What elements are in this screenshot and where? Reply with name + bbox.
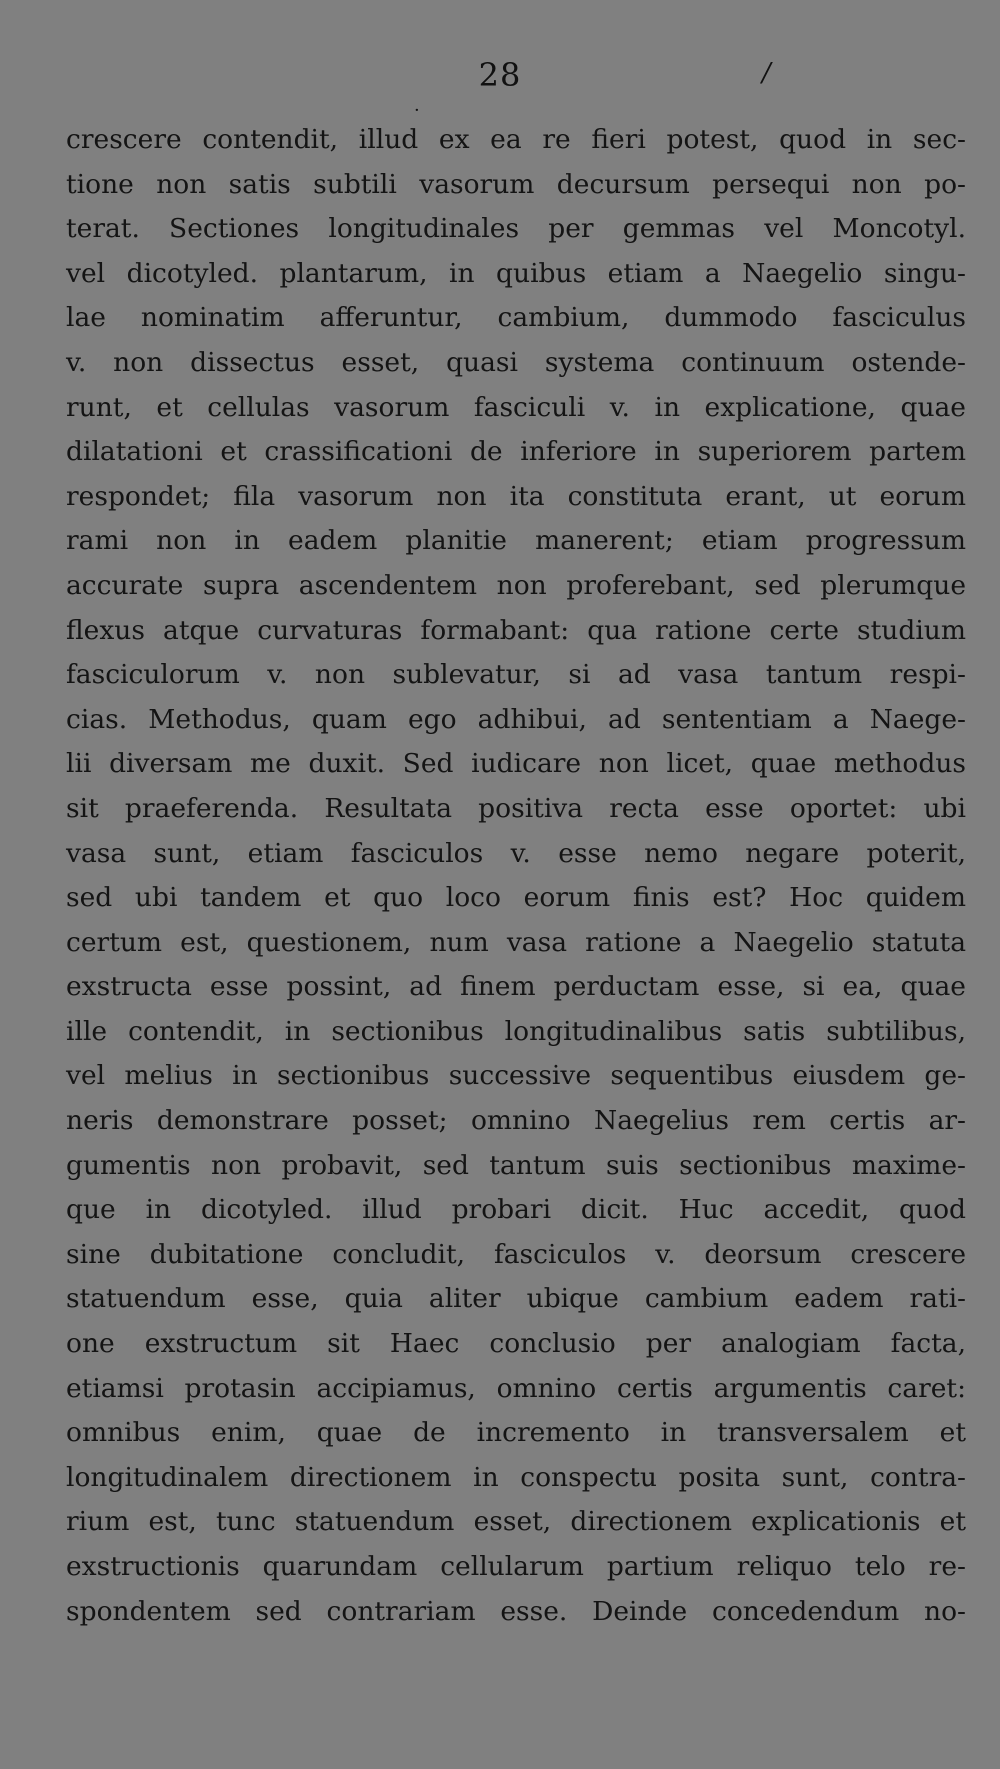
text-line: lae nominatim afferuntur, cambium, dummodo fasciculus [66, 302, 966, 334]
text-line: crescere contendit, illud ex ea re fieri potest, quod in sec- [66, 124, 966, 155]
page-number: 28 [478, 56, 522, 94]
text-line: spondentem sed contrariam esse. Deinde concedendum no- [66, 1595, 966, 1627]
text-line: lii diversam me duxit. Sed iudicare non licet, quae methodus [66, 748, 966, 780]
text-line: fasciculorum v. non sublevatur, si ad vasa tantum respi- [66, 659, 966, 691]
text-line: tione non satis subtili vasorum decursum persequi non po- [66, 168, 966, 200]
text-line: vel dicotyled. plantarum, in quibus etiam a Naegelio singu- [66, 257, 966, 289]
text-line: statuendum esse, quia aliter ubique cambium eadem rati- [66, 1283, 966, 1315]
margin-mark: / [762, 58, 771, 88]
text-line: ille contendit, in sectionibus longitudinalibus satis subtilibus, [66, 1015, 966, 1047]
text-line: cias. Methodus, quam ego adhibui, ad sententiam a Naege- [66, 703, 966, 735]
text-line: exstructionis quarundam cellularum partium reliquo telo re- [66, 1551, 966, 1582]
text-line: omnibus enim, quae de incremento in transversalem et [66, 1417, 966, 1449]
text-line: vasa sunt, etiam fasciculos v. esse nemo negare poterit, [66, 837, 966, 869]
text-line: vel melius in sectionibus successive sequentibus eiusdem ge- [66, 1060, 966, 1092]
text-line: flexus atque curvaturas formabant: qua ratione certe studium [66, 614, 966, 646]
text-line: que in dicotyled. illud probari dicit. Huc accedit, quod [66, 1194, 966, 1226]
text-line: dilatationi et crassificationi de inferiore in superiorem partem [66, 436, 966, 468]
text-line: sed ubi tandem et quo loco eorum finis est? Hoc quidem [66, 882, 966, 914]
text-line: rium est, tunc statuendum esset, directionem explicationis et [66, 1506, 966, 1538]
ink-dot: · [414, 100, 420, 121]
text-line: gumentis non probavit, sed tantum suis sectionibus maxime- [66, 1149, 966, 1181]
text-line: neris demonstrare posset; omnino Naegelius rem certis ar- [66, 1105, 966, 1137]
text-line: respondet; fila vasorum non ita constituta erant, ut eorum [66, 480, 966, 512]
text-line: sit praeferenda. Resultata positiva recta esse oportet: ubi [66, 792, 966, 824]
body-text [66, 118, 966, 1634]
text-line: v. non dissectus esset, quasi systema continuum ostende- [66, 346, 966, 378]
text-line: runt, et cellulas vasorum fasciculi v. in explicatione, quae [66, 391, 966, 423]
text-line: exstructa esse possint, ad finem perductam esse, si ea, quae [66, 971, 966, 1003]
text-line: longitudinalem directionem in conspectu posita sunt, contra- [66, 1461, 966, 1493]
text-line: terat. Sectiones longitudinales per gemmas vel Moncotyl. [66, 213, 966, 245]
text-line: sine dubitatione concludit, fasciculos v. deorsum crescere [66, 1238, 966, 1270]
text-line: one exstructum sit Haec conclusio per analogiam facta, [66, 1328, 966, 1360]
text-line: rami non in eadem planitie manerent; etiam progressum [66, 525, 966, 557]
text-line: accurate supra ascendentem non proferebant, sed plerumque [66, 569, 966, 601]
text-line: certum est, questionem, num vasa ratione a Naegelio statuta [66, 926, 966, 958]
text-line: etiamsi protasin accipiamus, omnino certis argumentis caret: [66, 1372, 966, 1404]
